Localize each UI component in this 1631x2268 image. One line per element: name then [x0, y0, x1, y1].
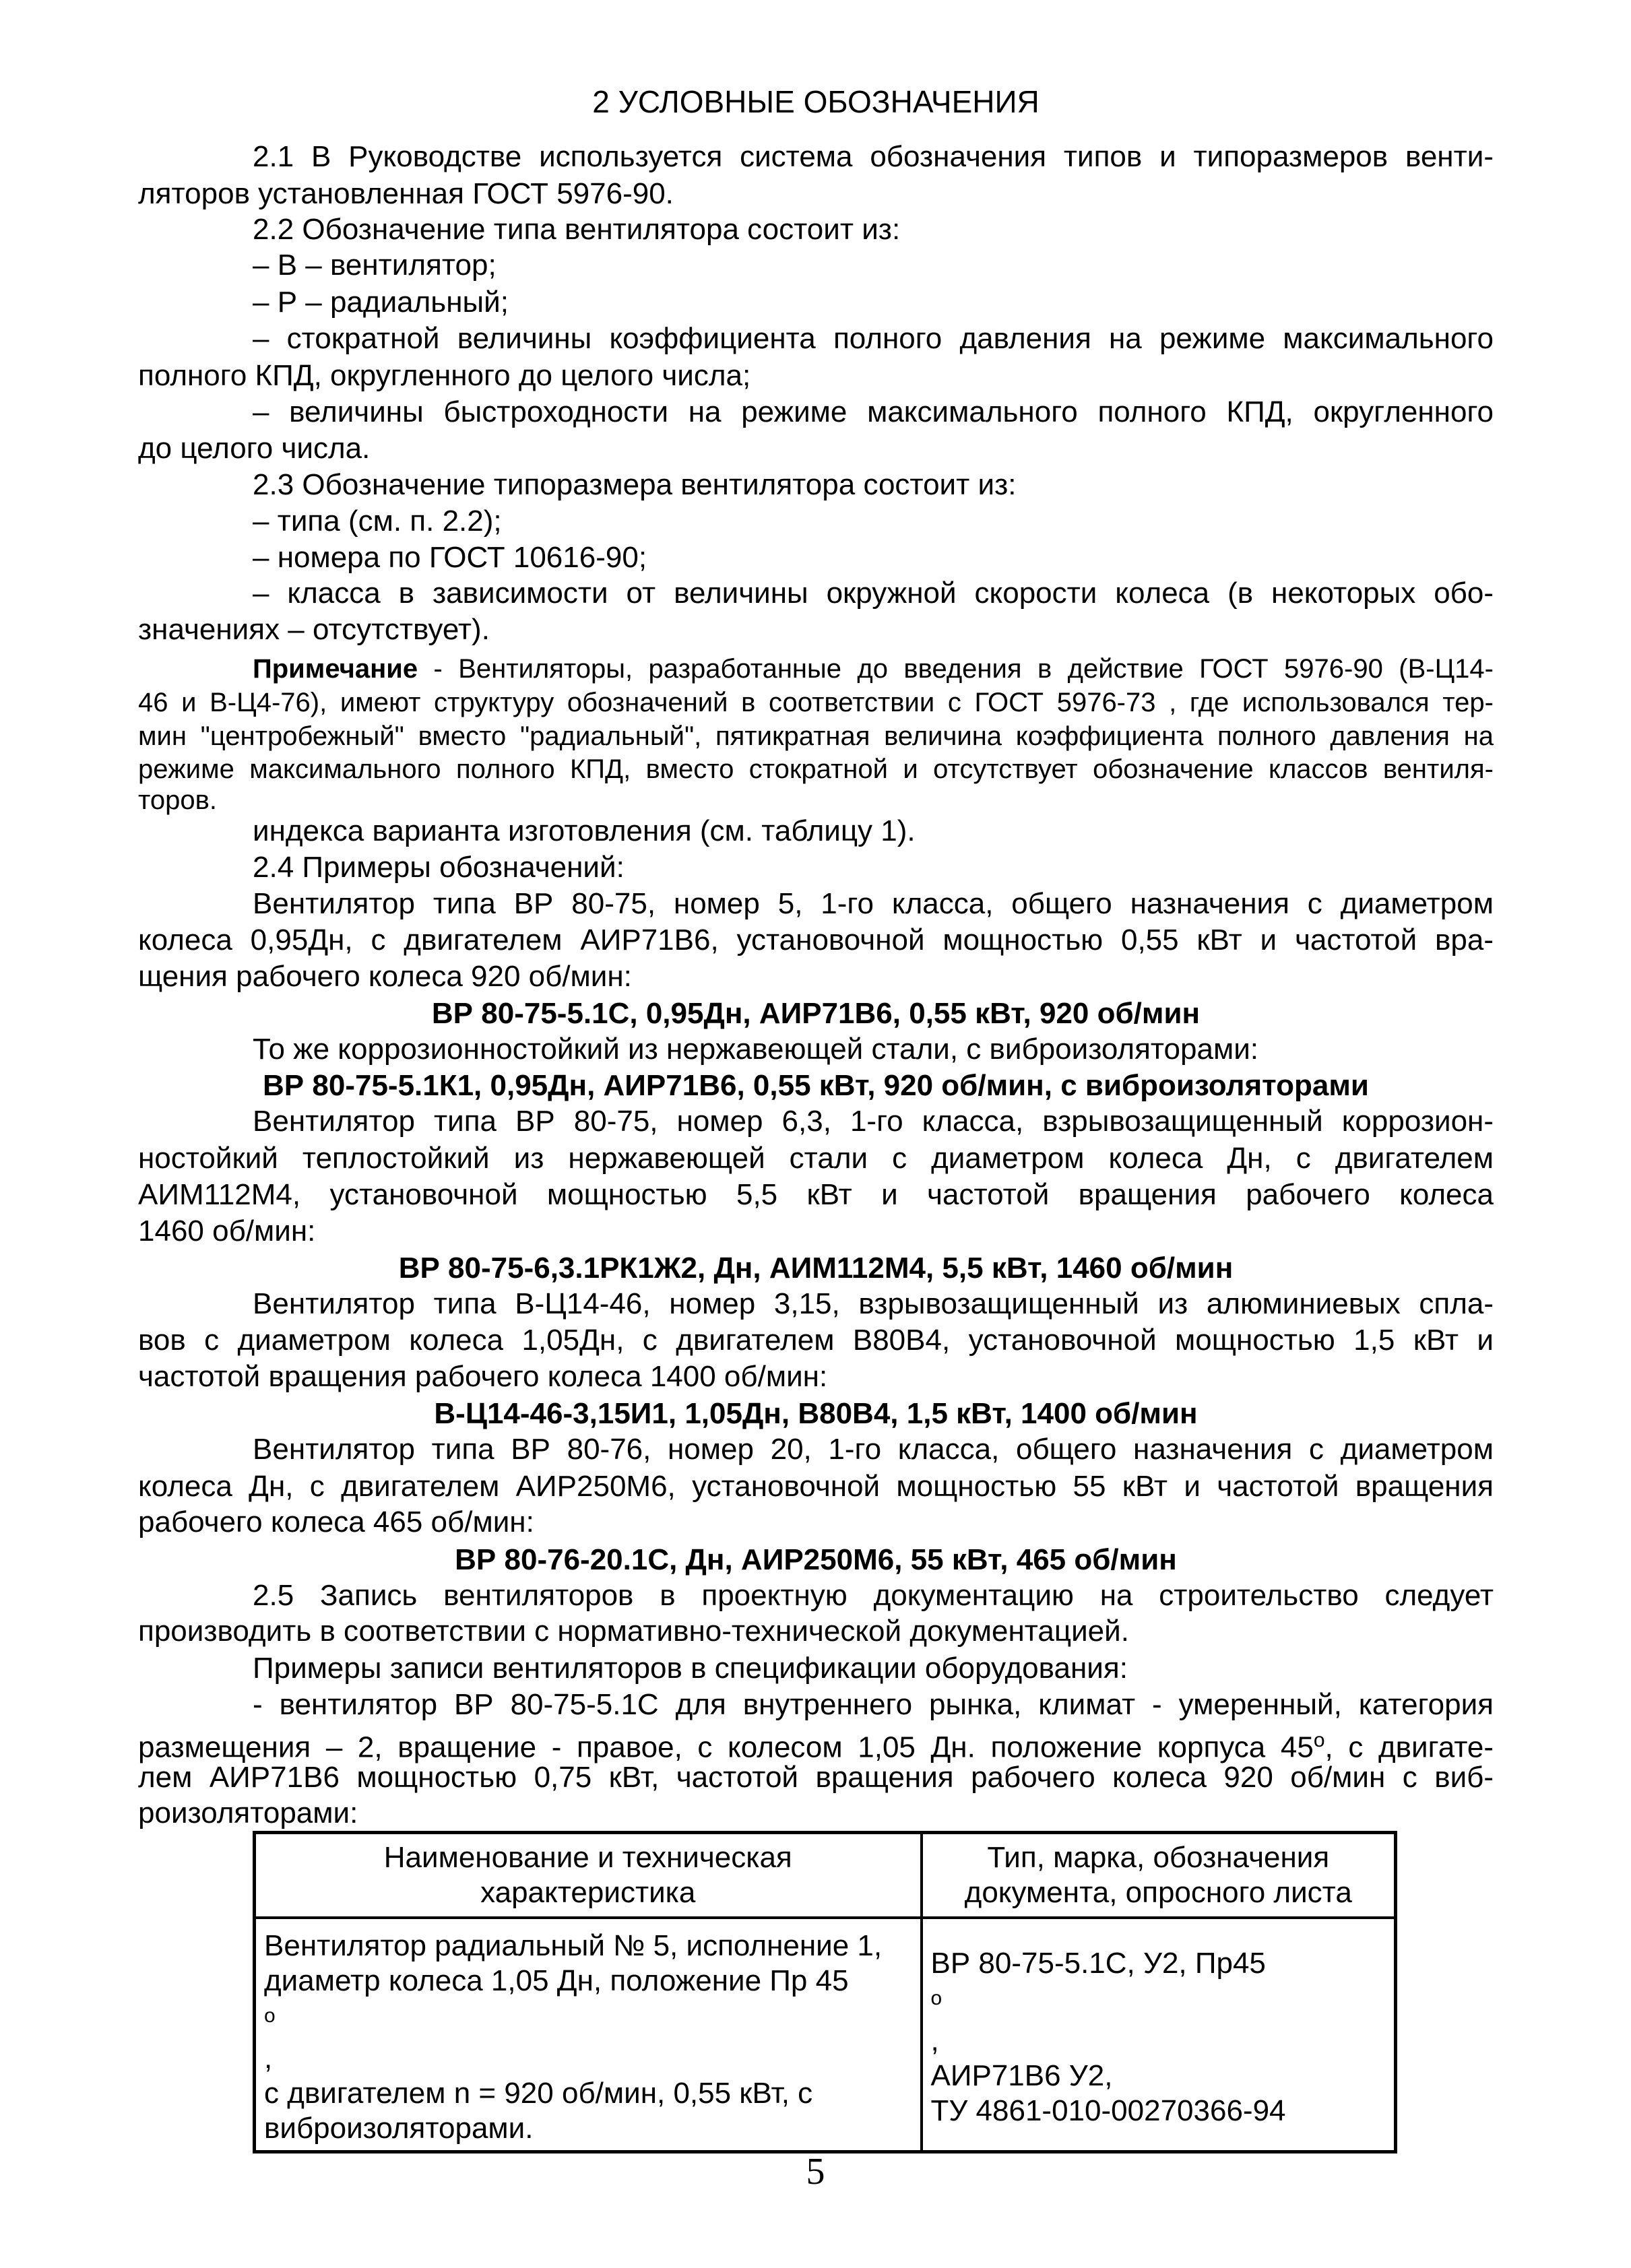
degree-sign: о: [930, 1987, 942, 2009]
para-2-1-line-2: ляторов установленная ГОСТ 5976-90.: [138, 177, 674, 210]
table-cell-description: [255, 1918, 922, 2151]
example-3-line-3: АИМ112М4, установочной мощностью 5,5 кВт и частотой вращения рабочего колеса: [138, 1178, 1494, 1211]
example-1-line-1: Вентилятор типа ВР 80-75, номер 5, 1-го класса, общего назначения с диаметром: [253, 887, 1494, 920]
cell-designation-line-1-text: ВР 80-75-5.1С, У2, Пр45: [930, 1947, 1266, 1980]
example-4-line-2: вов с диаметром колеса 1,05Дн, с двигателем В80В4, установочной мощностью 1,5 кВт и: [138, 1324, 1494, 1357]
table-header-type: [922, 1833, 1396, 1918]
note-line-1: [253, 650, 1494, 688]
note-label: Примечание: [253, 654, 418, 684]
example-4-line-1: Вентилятор типа В-Ц14-46, номер 3,15, взрывозащищенный из алюминиевых спла-: [253, 1287, 1494, 1320]
para-2-5-line-1: 2.5 Запись вентиляторов в проектную документацию на строительство следует: [253, 1579, 1494, 1612]
designation-3: ВР 80-75-6,3.1РК1Ж2, Дн, АИМ112М4, 5,5 кВт, 1460 об/мин: [398, 1252, 1234, 1285]
cell-description-line-2: [264, 1964, 914, 2076]
example-3-line-4: 1460 об/мин:: [138, 1214, 316, 1248]
list-item-type: – типа (см. п. 2.2);: [253, 505, 502, 538]
cell-description-line-1: Вентилятор радиальный № 5, исполнение 1,: [264, 1929, 883, 1962]
table-header-name-line-1: Наименование и техническая: [383, 1841, 792, 1874]
example-2-text: То же коррозионностойкий из нержавеющей стали, с виброизоляторами:: [253, 1033, 1259, 1066]
table-header-name: [255, 1833, 922, 1918]
spec-example-line-2-text: размещения – 2, вращение - правое, с колесом 1,05 Дн. положение корпуса 45: [138, 1730, 1314, 1764]
example-5-line-1: Вентилятор типа ВР 80-76, номер 20, 1-го класса, общего назначения с диаметром: [253, 1433, 1494, 1466]
spec-example-line-2-end: , с двигате-: [1324, 1730, 1494, 1764]
example-5-line-3: рабочего колеса 465 об/мин:: [138, 1505, 534, 1538]
para-2-3: 2.3 Обозначение типоразмера вентилятора состоит из:: [253, 468, 1017, 501]
designation-1: ВР 80-75-5.1С, 0,95Дн, АИР71В6, 0,55 кВт, 920 об/мин: [431, 997, 1201, 1030]
para-2-5-line-2: производить в соответствии с нормативно-технической документацией.: [138, 1615, 1129, 1648]
list-item-class-line-1: – класса в зависимости от величины окружной скорости колеса (в некоторых обо-: [253, 577, 1494, 610]
example-3-line-1: Вентилятор типа ВР 80-75, номер 6,3, 1-го класса, взрывозащищенный коррозион-: [253, 1105, 1494, 1138]
list-item-speed-line-1: – величины быстроходности на режиме максимального полного КПД, округленного: [253, 395, 1494, 428]
table-header-row: [255, 1833, 1396, 1918]
note-line-2: 46 и В-Ц4-76), имеют структуру обозначений в соответствии с ГОСТ 5976-73 , где использовался тер-: [138, 688, 1494, 717]
example-3-line-2: ностойкий теплостойкий из нержавеющей стали с диаметром колеса Дн, с двигателем: [138, 1142, 1494, 1175]
list-item-pressure-line-2: полного КПД, округленного до целого числа;: [138, 359, 751, 392]
note-line-1-text: - Вентиляторы, разработанные до введения в действие ГОСТ 5976-90 (В-Ц14-: [418, 654, 1494, 684]
list-item-class-line-2: значениях – отсутствует).: [138, 613, 490, 646]
cell-description-line-2-text: диаметр колеса 1,05 Дн, положение Пр 45: [264, 1964, 849, 1997]
designation-5: ВР 80-76-20.1С, Дн, АИР250М6, 55 кВт, 465 об/мин: [455, 1543, 1177, 1576]
table-header-name-line-2: характеристика: [480, 1876, 696, 1909]
list-item-speed-line-2: до целого числа.: [138, 432, 371, 465]
cell-description-line-3: с двигателем n = 920 об/мин, 0,55 кВт, с: [264, 2076, 813, 2110]
spec-table: [253, 1831, 1397, 2153]
note-line-4: режиме максимального полного КПД, вместо стократной и отсутствует обозначение классов вентиля-: [138, 754, 1494, 784]
spec-example-line-4: роизоляторами:: [138, 1796, 358, 1829]
list-item-index: индекса варианта изготовления (см. таблицу 1).: [253, 814, 916, 847]
cell-designation-line-3: ТУ 4861-010-00270366-94: [930, 2094, 1286, 2127]
para-2-1-line-1: 2.1 В Руководстве используется система обозначения типов и типоразмеров венти-: [253, 140, 1494, 173]
page-number: 5: [806, 2151, 825, 2193]
para-2-4: 2.4 Примеры обозначений:: [253, 851, 625, 884]
list-item-r: – Р – радиальный;: [253, 286, 509, 319]
example-1-line-2: колеса 0,95Дн, с двигателем АИР71В6, установочной мощностью 0,55 кВт и частотой вра-: [138, 924, 1494, 957]
degree-sign: о: [1313, 1729, 1325, 1751]
table-cell-designation: [922, 1918, 1396, 2151]
cell-description-line-4: виброизоляторами.: [264, 2111, 534, 2145]
example-4-line-3: частотой вращения рабочего колеса 1400 об/мин:: [138, 1360, 828, 1393]
cell-designation-line-1: [931, 1946, 1388, 2059]
cell-description-line-2-end: ,: [264, 2041, 273, 2075]
list-item-pressure-line-1: – стократной величины коэффициента полного давления на режиме максимального: [253, 322, 1494, 355]
cell-designation-line-2: АИР71В6 У2,: [930, 2059, 1113, 2092]
list-item-v: – В – вентилятор;: [253, 249, 497, 282]
cell-designation-line-1-end: ,: [930, 2023, 939, 2057]
spec-example-line-3: лем АИР71В6 мощностью 0,75 кВт, частотой вращения рабочего колеса 920 об/мин с виб-: [138, 1761, 1494, 1794]
designation-4: В-Ц14-46-3,15И1, 1,05Дн, В80В4, 1,5 кВт, 1400 об/мин: [434, 1397, 1198, 1430]
degree-sign: о: [264, 2005, 276, 2027]
designation-2: ВР 80-75-5.1К1, 0,95Дн, АИР71В6, 0,55 кВт, 920 об/мин, с виброизоляторами: [263, 1069, 1369, 1102]
section-title: 2 УСЛОВНЫЕ ОБОЗНАЧЕНИЯ: [592, 84, 1040, 119]
note-line-3: мин "центробежный" вместо "радиальный", пятикратная величина коэффициента полного давления на: [138, 721, 1494, 751]
note-line-5: торов.: [138, 785, 217, 815]
para-2-2: 2.2 Обозначение типа вентилятора состоит из:: [253, 213, 901, 246]
spec-examples-intro: Примеры записи вентиляторов в спецификации оборудования:: [253, 1652, 1128, 1685]
spec-example-line-1: - вентилятор ВР 80-75-5.1С для внутреннего рынка, климат - умеренный, категория: [253, 1688, 1494, 1721]
table-header-type-line-1: Тип, марка, обозначения: [987, 1841, 1330, 1874]
table-header-type-line-2: документа, опросного листа: [964, 1876, 1352, 1909]
example-5-line-2: колеса Дн, с двигателем АИР250М6, установочной мощностью 55 кВт и частотой вращения: [138, 1470, 1494, 1503]
list-item-number: – номера по ГОСТ 10616-90;: [253, 541, 647, 574]
example-1-line-3: щения рабочего колеса 920 об/мин:: [138, 960, 632, 993]
table-row: [255, 1918, 1396, 2151]
